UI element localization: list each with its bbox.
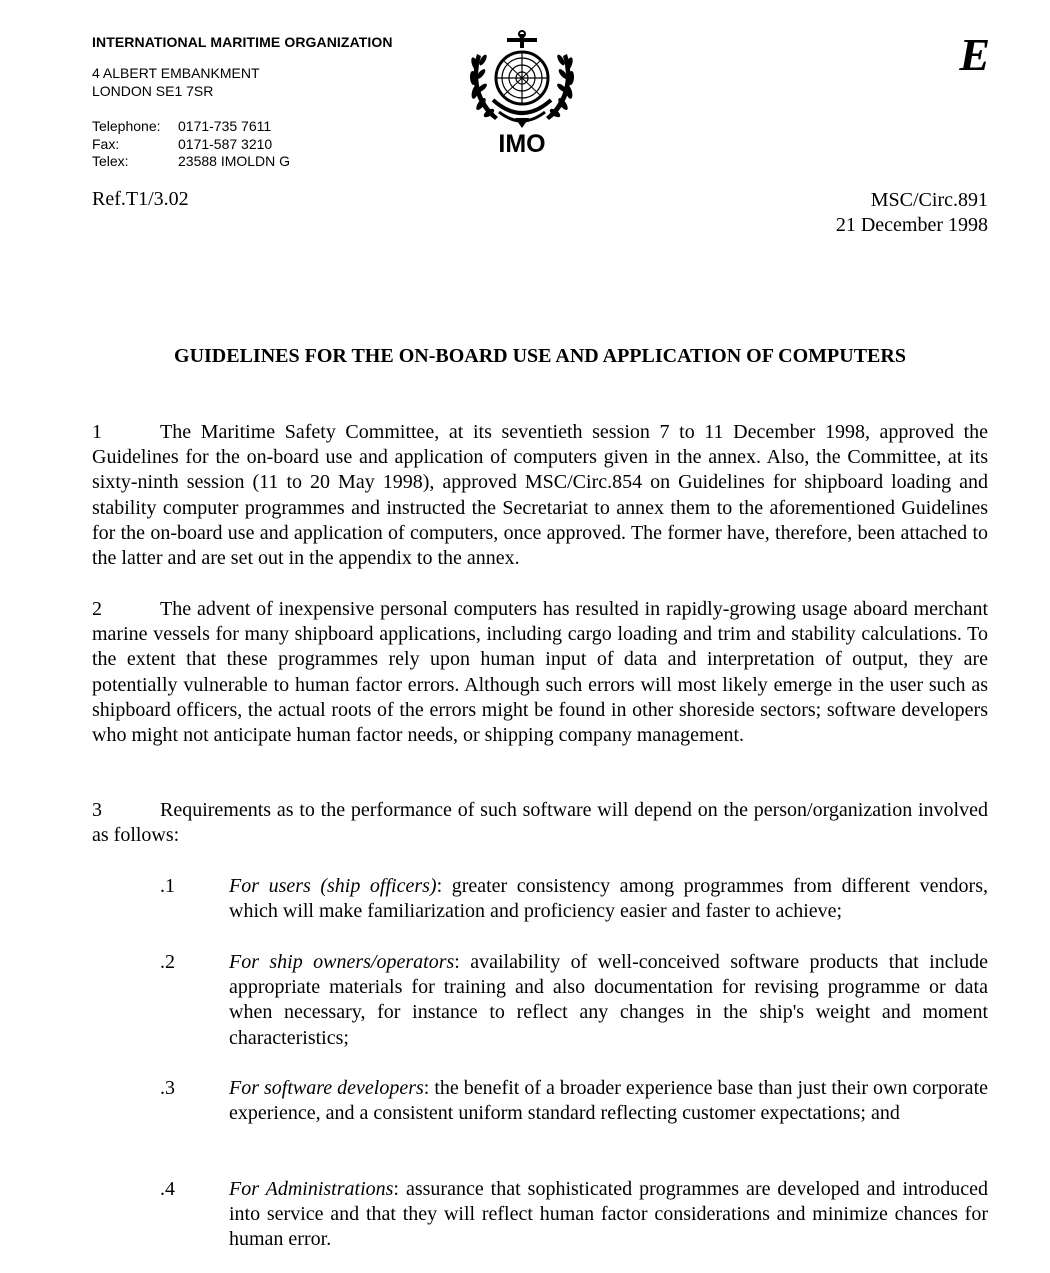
item-number: .4 — [160, 1178, 175, 1200]
contact-value: 0171-735 7611 — [178, 118, 272, 134]
item-text: : the benefit of a broader experience base than just their own corporate experience, and a consistent uniform standard reflecting customer expectations; and — [229, 1077, 988, 1125]
address-line: LONDON SE1 7SR — [92, 83, 214, 99]
circular-date: 21 December 1998 — [835, 214, 988, 236]
contact-row — [92, 153, 290, 171]
item-number: .2 — [160, 951, 175, 973]
item-lead: For software developers — [229, 1077, 424, 1099]
contact-row — [92, 136, 290, 154]
reference-number: Ref.T1/3.02 — [92, 188, 189, 210]
list-item — [92, 950, 988, 1050]
contact-label: Telephone: — [92, 118, 161, 134]
contact-block — [92, 118, 290, 171]
item-text: : availability of well-conceived software products that include appropriate materials for training and also documentation for revising programme or data when necessary, for instance to reflect any changes in the ship's weight and moment characteristics; — [229, 951, 988, 1049]
item-number: .3 — [160, 1077, 175, 1099]
logo-text: IMO — [498, 130, 546, 158]
item-text: : greater consistency among programmes from different vendors, which will make familiarization and proficiency easier and faster to achieve; — [229, 875, 988, 923]
circular-number: MSC/Circ.891 — [870, 189, 988, 211]
contact-label: Telex: — [92, 153, 129, 169]
contact-label: Fax: — [92, 135, 120, 152]
paragraph-1 — [92, 420, 988, 571]
item-text: : assurance that sophisticated programmes are developed and introduced into service and that they will reflect human factor considerations and minimize chances for human error. — [229, 1178, 988, 1251]
paragraph-3 — [92, 798, 988, 848]
paragraph-text: Requirements as to the performance of such software will depend on the person/organization involved as follows: — [92, 799, 988, 847]
paragraph-text: The Maritime Safety Committee, at its seventieth session 7 to 11 December 1998, approved the Guidelines for the on-board use and application of computers given in the annex. Also, the Committee, at its sixty-ninth session (11 to 20 May 1998), approved MSC/Circ.854 on Guidelines for shipboard loading and stability computer programmes and instructed the Secretariat to annex them to the aforementioned Guidelines for the on-board use and application of computers, once approved. The former have, therefore, been attached to the latter and are set out in the appendix to the annex. — [92, 421, 988, 570]
item-number: .1 — [160, 875, 175, 897]
paragraph-number: 2 — [92, 598, 102, 620]
organization-name: INTERNATIONAL MARITIME ORGANIZATION — [92, 34, 393, 50]
paragraph-number: 3 — [92, 799, 102, 821]
item-lead: For users (ship officers) — [229, 875, 437, 897]
list-item — [92, 874, 988, 934]
paragraph-2 — [92, 597, 988, 748]
address-block — [92, 64, 260, 100]
contact-row — [92, 118, 290, 136]
paragraph-number: 1 — [92, 421, 102, 443]
document-title: GUIDELINES FOR THE ON-BOARD USE AND APPLICATION OF COMPUTERS — [174, 345, 906, 367]
paragraph-text: The advent of inexpensive personal computers has resulted in rapidly-growing usage aboard merchant marine vessels for many shipboard applications, including cargo loading and trim and stability calculations. To the extent that these programmes rely upon human input of data and interpretation of output, they are potentially vulnerable to human factor errors. Although such errors will most likely emerge in the user such as shipboard officers, the actual roots of the errors might be found in other shoreside sectors; software developers who might not anticipate human factor needs, or shipping company management. — [92, 598, 988, 747]
contact-value: 23588 IMOLDN G — [178, 153, 291, 169]
address-line: 4 ALBERT EMBANKMENT — [92, 65, 260, 81]
list-item — [92, 1076, 988, 1156]
item-lead: For ship owners/operators — [229, 951, 455, 973]
language-mark: E — [959, 29, 990, 80]
circular-block — [836, 188, 988, 238]
list-item — [92, 1177, 988, 1257]
imo-emblem-icon — [465, 30, 579, 130]
contact-value: 0171-587 3210 — [178, 135, 273, 152]
item-lead: For Administrations — [229, 1178, 394, 1200]
